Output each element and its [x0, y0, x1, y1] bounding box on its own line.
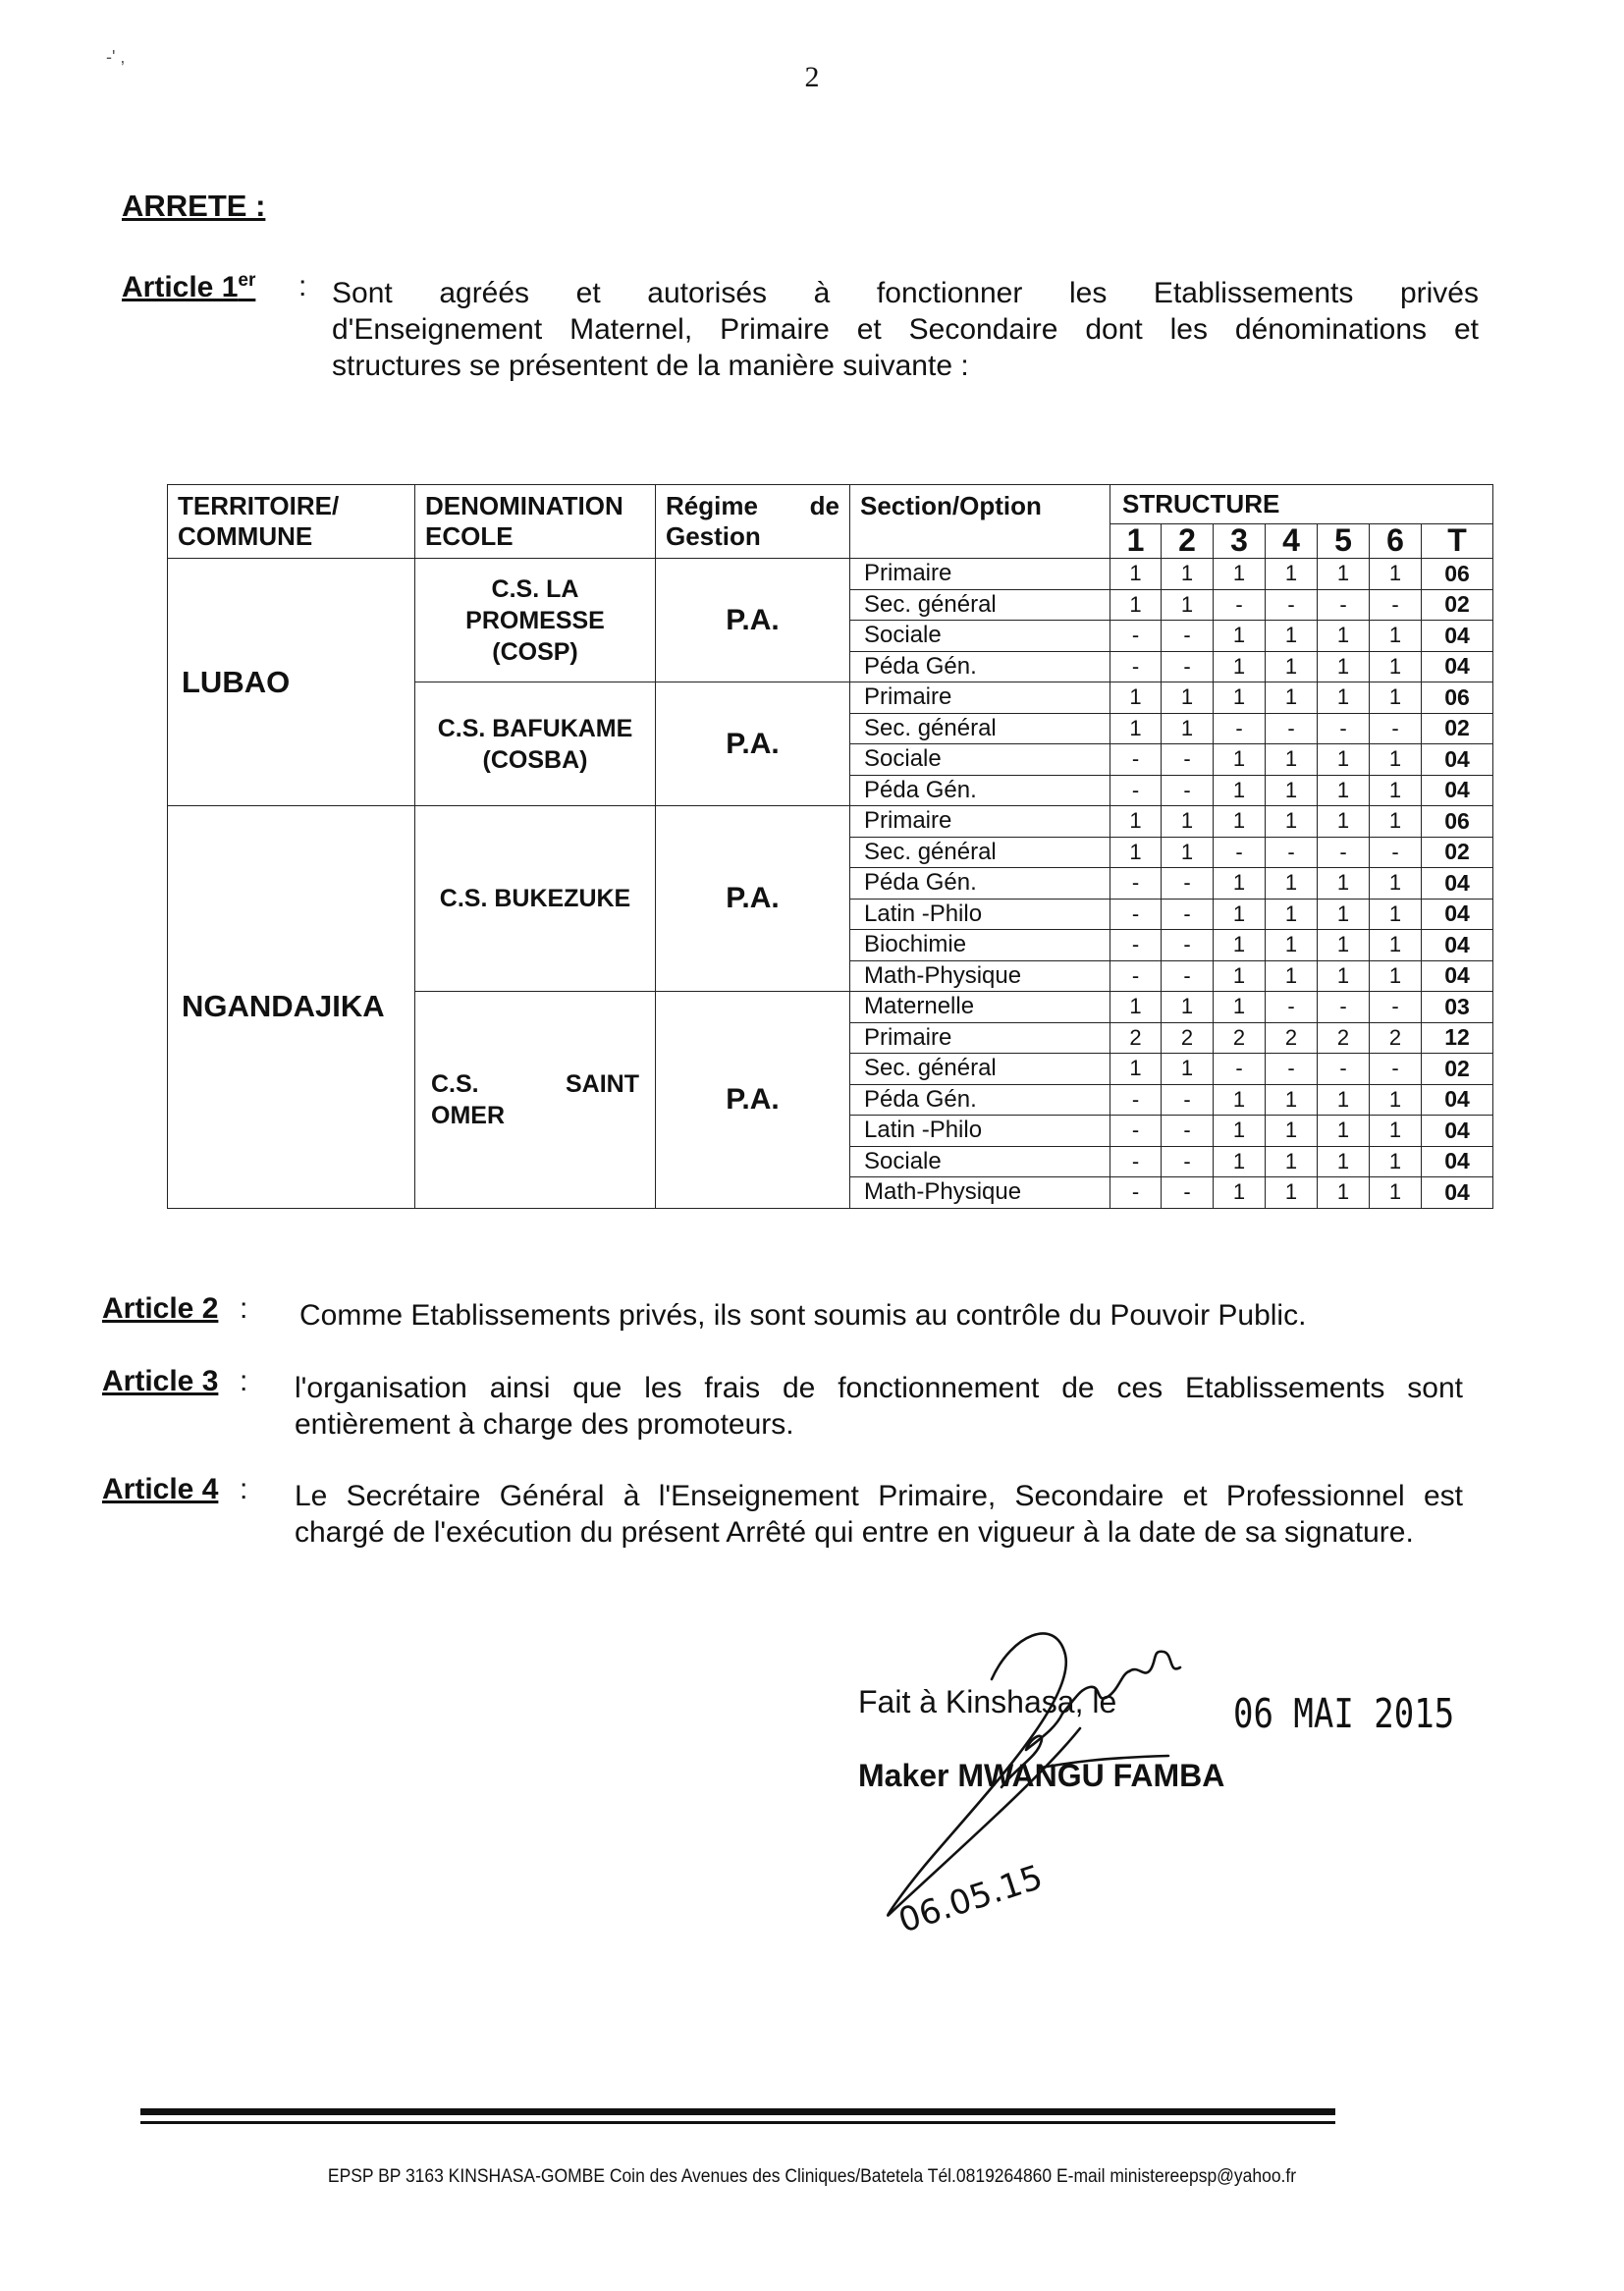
option-cell: Math-Physique	[850, 1177, 1110, 1209]
value-cell: -	[1110, 960, 1162, 992]
value-cell: 1	[1370, 559, 1422, 590]
value-cell: 2	[1162, 1022, 1214, 1054]
value-cell: 1	[1318, 651, 1370, 682]
value-cell: 1	[1214, 744, 1266, 776]
regime-bafukame: P.A.	[656, 682, 850, 806]
value-cell: -	[1370, 837, 1422, 868]
article-4-line: Le Secrétaire Général à l'Enseignement Primaire, Secondaire et Professionnel est	[295, 1480, 1463, 1512]
value-cell: 1	[1370, 899, 1422, 930]
value-cell: 1	[1110, 559, 1162, 590]
value-cell: 1	[1370, 806, 1422, 838]
value-cell: 1	[1370, 682, 1422, 714]
value-cell: -	[1214, 589, 1266, 621]
value-cell: 1	[1110, 806, 1162, 838]
total-cell: 04	[1422, 960, 1493, 992]
total-cell: 04	[1422, 1177, 1493, 1209]
footer-rule	[140, 2121, 1335, 2124]
value-cell: 1	[1162, 837, 1214, 868]
value-cell: 1	[1110, 589, 1162, 621]
value-cell: -	[1214, 837, 1266, 868]
option-cell: Sociale	[850, 621, 1110, 652]
value-cell: 1	[1162, 682, 1214, 714]
value-cell: -	[1266, 837, 1318, 868]
value-cell: 1	[1318, 899, 1370, 930]
option-cell: Péda Gén.	[850, 775, 1110, 806]
article-1-line: Sont agréés et autorisés à fonctionner les Etablissements privés	[332, 277, 1479, 309]
value-cell: 2	[1214, 1022, 1266, 1054]
arrete-heading: ARRETE :	[122, 189, 266, 223]
total-cell: 04	[1422, 1116, 1493, 1147]
footer-address: EPSP BP 3163 KINSHASA-GOMBE Coin des Avenues des Cliniques/Batetela Tél.0819264860 E-mail ministereepsp@yahoo.fr	[327, 2166, 1297, 2187]
value-cell: -	[1266, 713, 1318, 744]
value-cell: -	[1162, 1146, 1214, 1177]
value-cell: -	[1214, 713, 1266, 744]
value-cell: 1	[1214, 1177, 1266, 1209]
school-saint-omer: C.S. SAINT OMER	[415, 992, 656, 1209]
article-3-label: Article 3	[102, 1365, 219, 1397]
value-cell: 1	[1214, 1146, 1266, 1177]
value-cell: 1	[1370, 744, 1422, 776]
value-cell: 2	[1318, 1022, 1370, 1054]
value-cell: 1	[1214, 621, 1266, 652]
value-cell: -	[1110, 899, 1162, 930]
value-cell: -	[1266, 589, 1318, 621]
territory-ngandajika: NGANDAJIKA	[168, 806, 415, 1209]
value-cell: 1	[1110, 837, 1162, 868]
value-cell: -	[1162, 651, 1214, 682]
header-denomination: DENOMINATION ECOLE	[415, 485, 656, 559]
value-cell: 1	[1370, 1116, 1422, 1147]
value-cell: -	[1162, 1116, 1214, 1147]
school-bafukame: C.S. BAFUKAME (COSBA)	[415, 682, 656, 806]
option-cell: Primaire	[850, 806, 1110, 838]
value-cell: 1	[1370, 775, 1422, 806]
value-cell: 1	[1266, 744, 1318, 776]
option-cell: Math-Physique	[850, 960, 1110, 992]
value-cell: 2	[1370, 1022, 1422, 1054]
value-cell: 1	[1318, 1116, 1370, 1147]
value-cell: 1	[1370, 651, 1422, 682]
value-cell: -	[1162, 621, 1214, 652]
value-cell: 1	[1318, 960, 1370, 992]
option-cell: Primaire	[850, 559, 1110, 590]
option-cell: Primaire	[850, 1022, 1110, 1054]
option-cell: Sociale	[850, 744, 1110, 776]
value-cell: -	[1318, 1054, 1370, 1085]
article-2-colon: :	[240, 1292, 248, 1325]
value-cell: 1	[1214, 992, 1266, 1023]
value-cell: 1	[1318, 930, 1370, 961]
total-cell: 04	[1422, 775, 1493, 806]
option-cell: Latin -Philo	[850, 1116, 1110, 1147]
value-cell: -	[1266, 1054, 1318, 1085]
header-col-4: 4	[1266, 523, 1318, 558]
option-cell: Maternelle	[850, 992, 1110, 1023]
value-cell: 1	[1370, 930, 1422, 961]
value-cell: 1	[1370, 960, 1422, 992]
value-cell: -	[1162, 960, 1214, 992]
header-regime: Régime de Gestion	[656, 485, 850, 559]
value-cell: 1	[1162, 713, 1214, 744]
value-cell: 1	[1318, 621, 1370, 652]
value-cell: 1	[1370, 1084, 1422, 1116]
article-3-colon: :	[240, 1365, 248, 1397]
header-col-5: 5	[1318, 523, 1370, 558]
value-cell: -	[1110, 744, 1162, 776]
value-cell: 1	[1266, 1116, 1318, 1147]
article-2-line: Comme Etablissements privés, ils sont soumis au contrôle du Pouvoir Public.	[299, 1299, 1307, 1332]
article-4-line: chargé de l'exécution du présent Arrêté qui entre en vigueur à la date de sa signature.	[295, 1516, 1414, 1549]
value-cell: 1	[1162, 1054, 1214, 1085]
value-cell: 1	[1214, 806, 1266, 838]
value-cell: -	[1318, 992, 1370, 1023]
value-cell: -	[1162, 744, 1214, 776]
article-2-text	[299, 1297, 1330, 1334]
article-3-text	[295, 1370, 1463, 1443]
total-cell: 04	[1422, 930, 1493, 961]
value-cell: -	[1214, 1054, 1266, 1085]
value-cell: 1	[1214, 775, 1266, 806]
value-cell: -	[1110, 621, 1162, 652]
page-number: 2	[804, 61, 820, 93]
value-cell: 1	[1370, 1146, 1422, 1177]
total-cell: 04	[1422, 868, 1493, 900]
value-cell: 1	[1214, 559, 1266, 590]
header-col-6: 6	[1370, 523, 1422, 558]
total-cell: 06	[1422, 682, 1493, 714]
total-cell: 04	[1422, 744, 1493, 776]
article-1-line: d'Enseignement Maternel, Primaire et Secondaire dont les dénominations et	[332, 313, 1479, 346]
total-cell: 06	[1422, 806, 1493, 838]
article-1-label: Article 1er	[122, 270, 256, 303]
total-cell: 04	[1422, 899, 1493, 930]
value-cell: 1	[1214, 1116, 1266, 1147]
value-cell: 1	[1370, 621, 1422, 652]
handwritten-signature	[844, 1620, 1335, 1954]
total-cell: 02	[1422, 589, 1493, 621]
regime-saint-omer: P.A.	[656, 992, 850, 1209]
table-row	[168, 559, 1493, 590]
value-cell: 1	[1214, 868, 1266, 900]
value-cell: -	[1162, 1177, 1214, 1209]
option-cell: Primaire	[850, 682, 1110, 714]
value-cell: -	[1110, 930, 1162, 961]
value-cell: 1	[1370, 868, 1422, 900]
total-cell: 04	[1422, 621, 1493, 652]
value-cell: 1	[1318, 559, 1370, 590]
school-bukezuke: C.S. BUKEZUKE	[415, 806, 656, 992]
value-cell: 1	[1162, 559, 1214, 590]
article-3-line: entièrement à charge des promoteurs.	[295, 1408, 794, 1441]
value-cell: 1	[1318, 1146, 1370, 1177]
value-cell: 1	[1266, 621, 1318, 652]
value-cell: 1	[1266, 806, 1318, 838]
value-cell: 1	[1266, 930, 1318, 961]
value-cell: 1	[1318, 775, 1370, 806]
regime-la-promesse: P.A.	[656, 559, 850, 682]
table-row	[168, 806, 1493, 838]
footer-rule	[140, 2108, 1335, 2115]
value-cell: 2	[1266, 1022, 1318, 1054]
territory-lubao: LUBAO	[168, 559, 415, 806]
value-cell: 1	[1110, 992, 1162, 1023]
value-cell: 1	[1318, 744, 1370, 776]
option-cell: Sociale	[850, 1146, 1110, 1177]
regime-bukezuke: P.A.	[656, 806, 850, 992]
value-cell: -	[1110, 868, 1162, 900]
header-col-2: 2	[1162, 523, 1214, 558]
article-4-text	[295, 1478, 1463, 1551]
value-cell: -	[1370, 713, 1422, 744]
value-cell: -	[1318, 713, 1370, 744]
value-cell: -	[1110, 1084, 1162, 1116]
total-cell: 06	[1422, 559, 1493, 590]
article-1-text	[332, 275, 1479, 384]
value-cell: 1	[1266, 775, 1318, 806]
value-cell: -	[1266, 992, 1318, 1023]
total-cell: 02	[1422, 713, 1493, 744]
value-cell: 1	[1266, 960, 1318, 992]
value-cell: -	[1162, 899, 1214, 930]
article-2-label: Article 2	[102, 1292, 219, 1325]
value-cell: 1	[1214, 682, 1266, 714]
signature-date-stamp: 06 MAI 2015	[1233, 1691, 1455, 1738]
value-cell: 1	[1214, 1084, 1266, 1116]
option-cell: Biochimie	[850, 930, 1110, 961]
option-cell: Péda Gén.	[850, 868, 1110, 900]
value-cell: 1	[1266, 651, 1318, 682]
article-4-label: Article 4	[102, 1473, 219, 1505]
option-cell: Sec. général	[850, 1054, 1110, 1085]
option-cell: Péda Gén.	[850, 651, 1110, 682]
value-cell: -	[1318, 589, 1370, 621]
article-4-colon: :	[240, 1473, 248, 1505]
value-cell: -	[1110, 1177, 1162, 1209]
header-col-3: 3	[1214, 523, 1266, 558]
header-section-option: Section/Option	[850, 485, 1110, 559]
article-3-line: l'organisation ainsi que les frais de fonctionnement de ces Etablissements sont	[295, 1372, 1463, 1404]
article-1-line: structures se présentent de la manière suivante :	[332, 350, 969, 382]
handwritten-date: 06.05.15	[893, 1857, 1048, 1941]
signatory-name: Maker MWANGU FAMBA	[858, 1758, 1225, 1793]
value-cell: 1	[1266, 1084, 1318, 1116]
option-cell: Péda Gén.	[850, 1084, 1110, 1116]
header-col-total: T	[1422, 523, 1493, 558]
option-cell: Latin -Philo	[850, 899, 1110, 930]
option-cell: Sec. général	[850, 589, 1110, 621]
total-cell: 04	[1422, 1146, 1493, 1177]
value-cell: -	[1110, 1146, 1162, 1177]
value-cell: -	[1370, 589, 1422, 621]
value-cell: 1	[1214, 899, 1266, 930]
value-cell: 1	[1110, 682, 1162, 714]
value-cell: 1	[1110, 1054, 1162, 1085]
option-cell: Sec. général	[850, 713, 1110, 744]
value-cell: 1	[1110, 713, 1162, 744]
signature-place: Fait à Kinshasa, le	[858, 1684, 1117, 1719]
value-cell: 1	[1162, 992, 1214, 1023]
value-cell: 1	[1318, 682, 1370, 714]
value-cell: 1	[1266, 1146, 1318, 1177]
value-cell: 1	[1370, 1177, 1422, 1209]
total-cell: 04	[1422, 651, 1493, 682]
value-cell: 1	[1266, 899, 1318, 930]
value-cell: 1	[1318, 1084, 1370, 1116]
school-la-promesse: C.S. LA PROMESSE (COSP)	[415, 559, 656, 682]
value-cell: 1	[1266, 682, 1318, 714]
value-cell: -	[1318, 837, 1370, 868]
value-cell: 1	[1318, 868, 1370, 900]
value-cell: 1	[1266, 559, 1318, 590]
corner-mark: -' ,	[106, 47, 126, 67]
article-1-colon: :	[298, 270, 307, 302]
total-cell: 02	[1422, 837, 1493, 868]
value-cell: -	[1110, 651, 1162, 682]
value-cell: 2	[1110, 1022, 1162, 1054]
value-cell: 1	[1162, 589, 1214, 621]
value-cell: -	[1110, 775, 1162, 806]
value-cell: -	[1162, 868, 1214, 900]
value-cell: -	[1370, 992, 1422, 1023]
value-cell: -	[1110, 1116, 1162, 1147]
header-territoire: TERRITOIRE/ COMMUNE	[168, 485, 415, 559]
value-cell: -	[1162, 930, 1214, 961]
structure-table	[167, 484, 1493, 1209]
value-cell: 1	[1318, 1177, 1370, 1209]
header-structure: STRUCTURE	[1110, 485, 1493, 524]
total-cell: 03	[1422, 992, 1493, 1023]
value-cell: 1	[1266, 868, 1318, 900]
value-cell: 1	[1214, 651, 1266, 682]
value-cell: 1	[1214, 930, 1266, 961]
value-cell: 1	[1266, 1177, 1318, 1209]
value-cell: -	[1370, 1054, 1422, 1085]
total-cell: 12	[1422, 1022, 1493, 1054]
total-cell: 02	[1422, 1054, 1493, 1085]
value-cell: -	[1162, 775, 1214, 806]
value-cell: 1	[1162, 806, 1214, 838]
option-cell: Sec. général	[850, 837, 1110, 868]
header-col-1: 1	[1110, 523, 1162, 558]
total-cell: 04	[1422, 1084, 1493, 1116]
value-cell: 1	[1214, 960, 1266, 992]
value-cell: 1	[1318, 806, 1370, 838]
value-cell: -	[1162, 1084, 1214, 1116]
